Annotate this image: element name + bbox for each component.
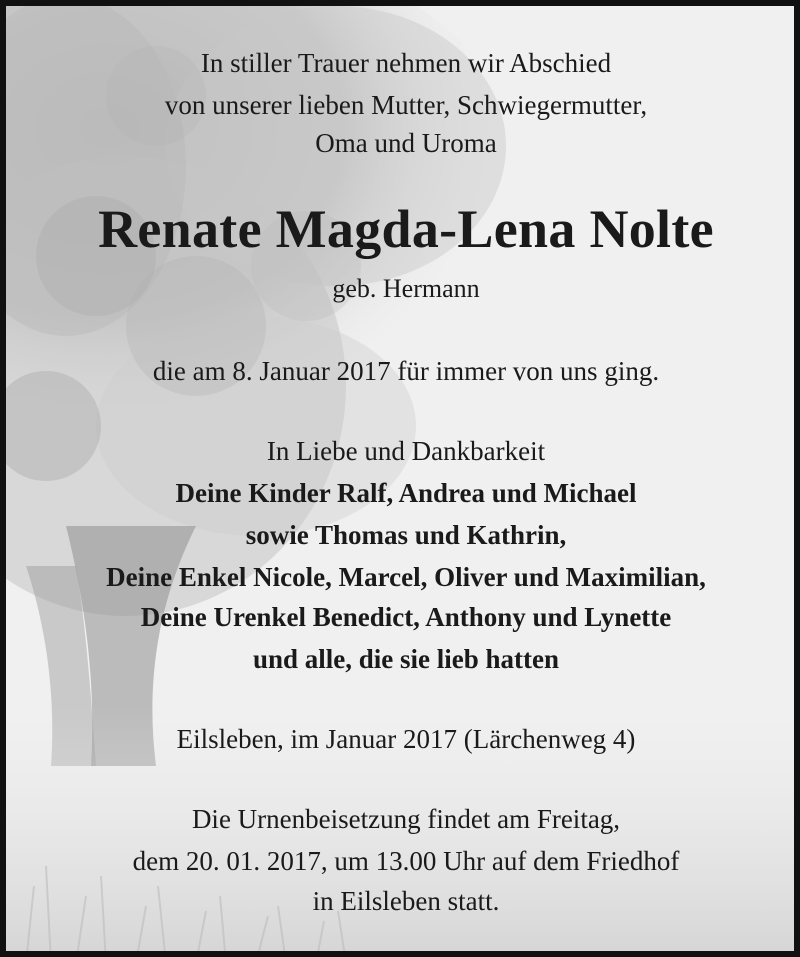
mourners-heading: In Liebe und Dankbarkeit — [266, 436, 546, 466]
funeral-line-2: dem 20. 01. 2017, um 13.00 Uhr auf dem Friedhof — [132, 846, 680, 876]
passing-line: die am 8. Januar 2017 für immer von uns ging. — [152, 356, 660, 386]
funeral-line-3: in Eilsleben statt. — [312, 886, 500, 916]
maiden-name: geb. Hermann — [332, 274, 480, 303]
intro-line-3: Oma und Uroma — [315, 128, 497, 158]
deceased-name: Renate Magda-Lena Nolte — [98, 199, 714, 259]
mourners-line-all: und alle, die sie lieb hatten — [252, 644, 560, 674]
intro-line-1: In stiller Trauer nehmen wir Abschied — [200, 48, 612, 78]
place-date-line: Eilsleben, im Januar 2017 (Lärchenweg 4) — [176, 724, 636, 754]
notice-text — [6, 6, 800, 957]
mourners-line-in-laws: sowie Thomas und Kathrin, — [245, 520, 567, 550]
mourners-line-children: Deine Kinder Ralf, Andrea und Michael — [175, 478, 637, 508]
mourners-line-grandchildren: Deine Enkel Nicole, Marcel, Oliver und Maximilian, — [106, 562, 706, 592]
funeral-line-1: Die Urnenbeisetzung findet am Freitag, — [191, 804, 621, 834]
intro-line-2: von unserer lieben Mutter, Schwiegermutter, — [164, 90, 648, 120]
mourners-line-great-grandchildren: Deine Urenkel Benedict, Anthony und Lynette — [140, 602, 672, 632]
